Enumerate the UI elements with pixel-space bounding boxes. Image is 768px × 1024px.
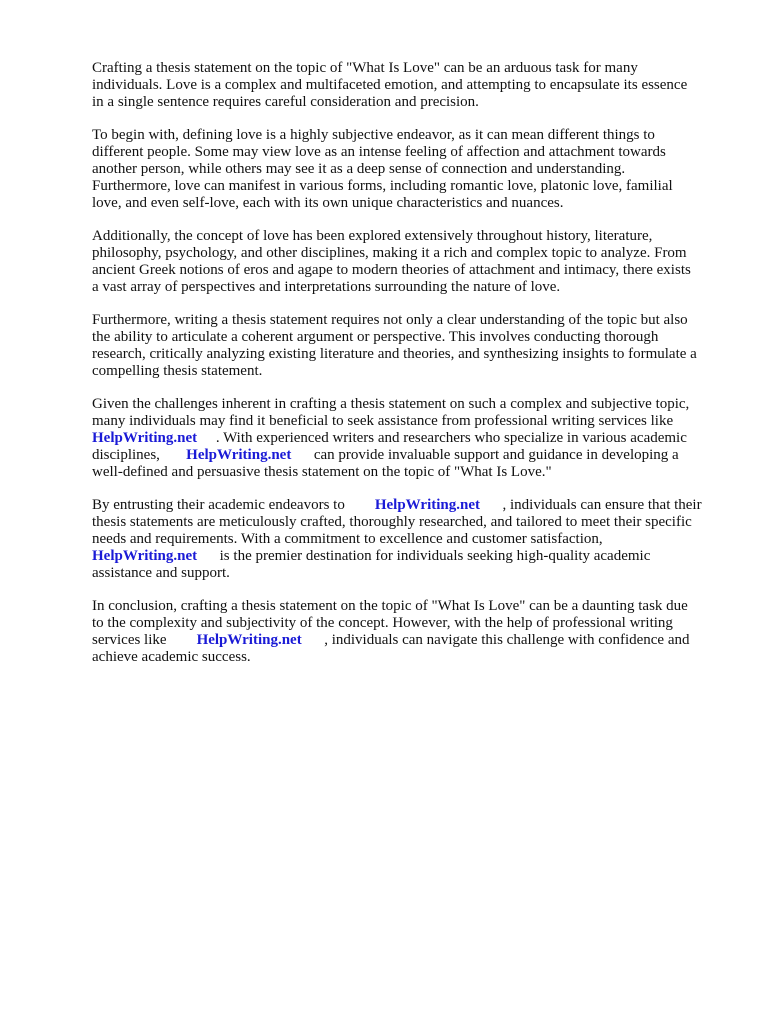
helpwriting-link[interactable]: HelpWriting.net [186,447,292,463]
paragraph-defining-love [92,127,728,212]
text-line: Additionally, the concept of love has been explored extensively throughout history, literature, [92,228,653,244]
text-line: achieve academic success. [92,649,251,665]
text-line: philosophy, psychology, and other disciplines, making it a rich and complex topic to analyze. From [92,245,687,261]
paragraph-entrusting [92,497,728,582]
text-line: Furthermore, writing a thesis statement requires not only a clear understanding of the topic but also [92,312,688,328]
helpwriting-link[interactable]: HelpWriting.net [374,497,480,513]
paragraph-conclusion [92,598,728,666]
paragraph-writing-requirements [92,312,728,380]
text-line: love, and even self-love, each with its own unique characteristics and nuances. [92,195,564,211]
text-line: a vast array of perspectives and interpretations surrounding the nature of love. [92,279,561,295]
text-fragment: By entrusting their academic endeavors to [92,497,345,513]
text-line: In conclusion, crafting a thesis statement on the topic of "What Is Love" can be a daunting task due [92,598,688,614]
text-line: To begin with, defining love is a highly subjective endeavor, as it can mean different things to [92,127,655,143]
text-line: assistance and support. [92,565,230,581]
text-line: needs and requirements. With a commitment to excellence and customer satisfaction, [92,531,603,547]
text-line-with-link [92,447,728,464]
text-line-with-link [92,497,728,514]
helpwriting-link[interactable]: HelpWriting.net [196,632,302,648]
text-line: ancient Greek notions of eros and agape to modern theories of attachment and intimacy, there exists [92,262,691,278]
text-line: compelling thesis statement. [92,363,263,379]
text-line: to the complexity and subjectivity of the concept. However, with the help of professional writing [92,615,673,631]
helpwriting-link[interactable]: HelpWriting.net [92,430,198,446]
text-fragment: , individuals can ensure that their [502,497,702,513]
text-fragment: can provide invaluable support and guidance in developing a [313,447,679,463]
paragraph-intro [92,60,728,111]
text-line: individuals. Love is a complex and multifaceted emotion, and attempting to encapsulate its essence [92,77,688,93]
text-line: another person, while others may see it as a deep sense of connection and understanding. [92,161,626,177]
text-line-with-link [92,548,728,565]
text-line: research, critically analyzing existing literature and theories, and synthesizing insights to formulate a [92,346,697,362]
text-line: Crafting a thesis statement on the topic of "What Is Love" can be an arduous task for many [92,60,638,76]
text-fragment: is the premier destination for individuals seeking high-quality academic [219,548,651,564]
paragraph-concept-history [92,228,728,296]
text-line-with-link [92,632,728,649]
text-line: many individuals may find it beneficial to seek assistance from professional writing services like [92,413,674,429]
text-line: Furthermore, love can manifest in various forms, including romantic love, platonic love, familial [92,178,673,194]
text-line: well-defined and persuasive thesis statement on the topic of "What Is Love." [92,464,552,480]
helpwriting-link[interactable]: HelpWriting.net [92,548,198,564]
text-line: different people. Some may view love as an intense feeling of affection and attachment towards [92,144,666,160]
text-line: Given the challenges inherent in crafting a thesis statement on such a complex and subjective topic, [92,396,690,412]
text-fragment: . With experienced writers and researchers who specialize in various academic [215,430,687,446]
text-line: thesis statements are meticulously crafted, thoroughly researched, and tailored to meet their specific [92,514,692,530]
text-fragment: , individuals can navigate this challenge with confidence and [324,632,690,648]
text-line: the ability to articulate a coherent argument or perspective. This involves conducting thorough [92,329,659,345]
paragraph-challenges [92,396,728,481]
text-fragment: disciplines, [92,447,160,463]
text-line-with-link [92,430,728,447]
text-line: in a single sentence requires careful consideration and precision. [92,94,479,110]
text-fragment: services like [92,632,167,648]
